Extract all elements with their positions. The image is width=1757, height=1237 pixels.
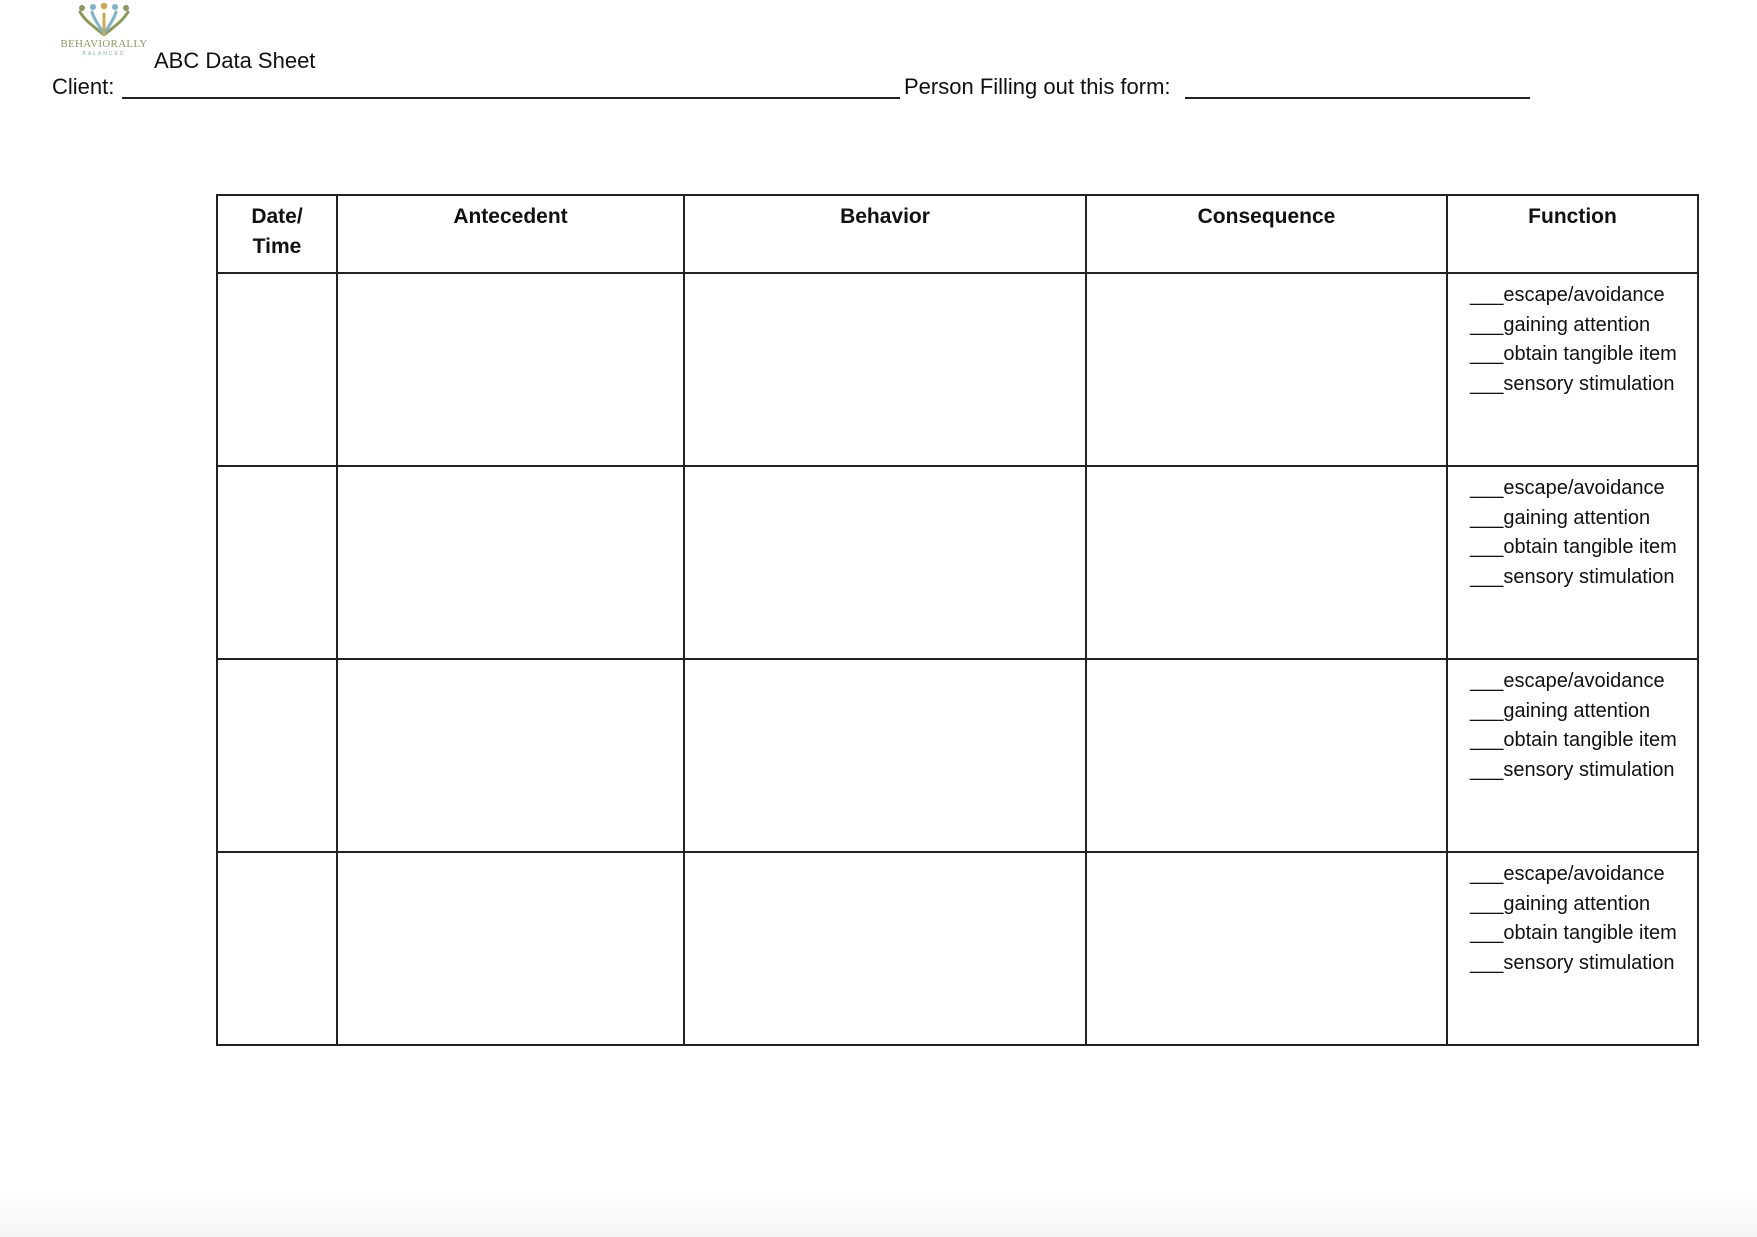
function-option-gaining-attention[interactable]: ___gaining attention: [1470, 892, 1651, 915]
consequence-cell[interactable]: [1086, 852, 1447, 1045]
page-bottom-shade: [0, 1195, 1757, 1237]
date-time-cell[interactable]: [217, 466, 337, 659]
function-option-obtain-tangible-item[interactable]: ___obtain tangible item: [1470, 729, 1677, 752]
column-header-function: Function: [1447, 195, 1698, 273]
logo-tagline: BALANCED: [82, 51, 126, 57]
column-header-behavior: Behavior: [684, 195, 1086, 273]
function-option-gaining-attention[interactable]: ___gaining attention: [1470, 699, 1651, 722]
function-option-escape-avoidance[interactable]: ___escape/avoidance: [1470, 284, 1665, 306]
column-header-date-time: Date/ Time: [217, 195, 337, 273]
function-options-list: [1448, 853, 1697, 978]
table-row: [217, 659, 1698, 852]
antecedent-cell[interactable]: [337, 659, 684, 852]
date-time-cell[interactable]: [217, 852, 337, 1045]
function-option-obtain-tangible-item[interactable]: ___obtain tangible item: [1470, 343, 1677, 366]
function-option-sensory-stimulation[interactable]: ___sensory stimulation: [1470, 565, 1675, 588]
logo-wordmark: BEHAVIORALLY: [60, 38, 148, 50]
function-option-obtain-tangible-item[interactable]: ___obtain tangible item: [1470, 922, 1677, 945]
abc-data-table: [216, 194, 1699, 1046]
function-cell[interactable]: [1447, 659, 1698, 852]
consequence-cell[interactable]: [1086, 273, 1447, 466]
behaviorally-balanced-figures-icon: [76, 2, 132, 36]
function-cell[interactable]: [1447, 273, 1698, 466]
person-filling-label: Person Filling out this form:: [904, 74, 1171, 99]
function-option-sensory-stimulation[interactable]: ___sensory stimulation: [1470, 758, 1675, 781]
person-filling-blank-line[interactable]: [1185, 97, 1530, 99]
client-blank-line[interactable]: [122, 97, 900, 99]
antecedent-cell[interactable]: [337, 466, 684, 659]
table-header-row: [217, 195, 1698, 273]
function-option-gaining-attention[interactable]: ___gaining attention: [1470, 506, 1651, 529]
function-option-sensory-stimulation[interactable]: ___sensory stimulation: [1470, 951, 1675, 974]
behavior-cell[interactable]: [684, 659, 1086, 852]
function-options-list: [1448, 274, 1697, 399]
column-header-antecedent: Antecedent: [337, 195, 684, 273]
function-option-sensory-stimulation[interactable]: ___sensory stimulation: [1470, 372, 1675, 395]
function-cell[interactable]: [1447, 852, 1698, 1045]
table-row: [217, 273, 1698, 466]
function-options-list: [1448, 467, 1697, 592]
client-label: Client:: [52, 74, 115, 99]
function-option-gaining-attention[interactable]: ___gaining attention: [1470, 313, 1651, 336]
function-option-escape-avoidance[interactable]: ___escape/avoidance: [1470, 863, 1665, 885]
function-options-list: [1448, 660, 1697, 785]
behavior-cell[interactable]: [684, 273, 1086, 466]
antecedent-cell[interactable]: [337, 273, 684, 466]
behavior-cell[interactable]: [684, 852, 1086, 1045]
antecedent-cell[interactable]: [337, 852, 684, 1045]
function-cell[interactable]: [1447, 466, 1698, 659]
consequence-cell[interactable]: [1086, 466, 1447, 659]
company-logo: [56, 2, 152, 60]
table-row: [217, 852, 1698, 1045]
function-option-escape-avoidance[interactable]: ___escape/avoidance: [1470, 670, 1665, 692]
function-option-obtain-tangible-item[interactable]: ___obtain tangible item: [1470, 536, 1677, 559]
date-time-cell[interactable]: [217, 659, 337, 852]
behavior-cell[interactable]: [684, 466, 1086, 659]
column-header-consequence: Consequence: [1086, 195, 1447, 273]
sheet-title: ABC Data Sheet: [154, 48, 316, 73]
table-row: [217, 466, 1698, 659]
function-option-escape-avoidance[interactable]: ___escape/avoidance: [1470, 477, 1665, 499]
consequence-cell[interactable]: [1086, 659, 1447, 852]
date-time-cell[interactable]: [217, 273, 337, 466]
